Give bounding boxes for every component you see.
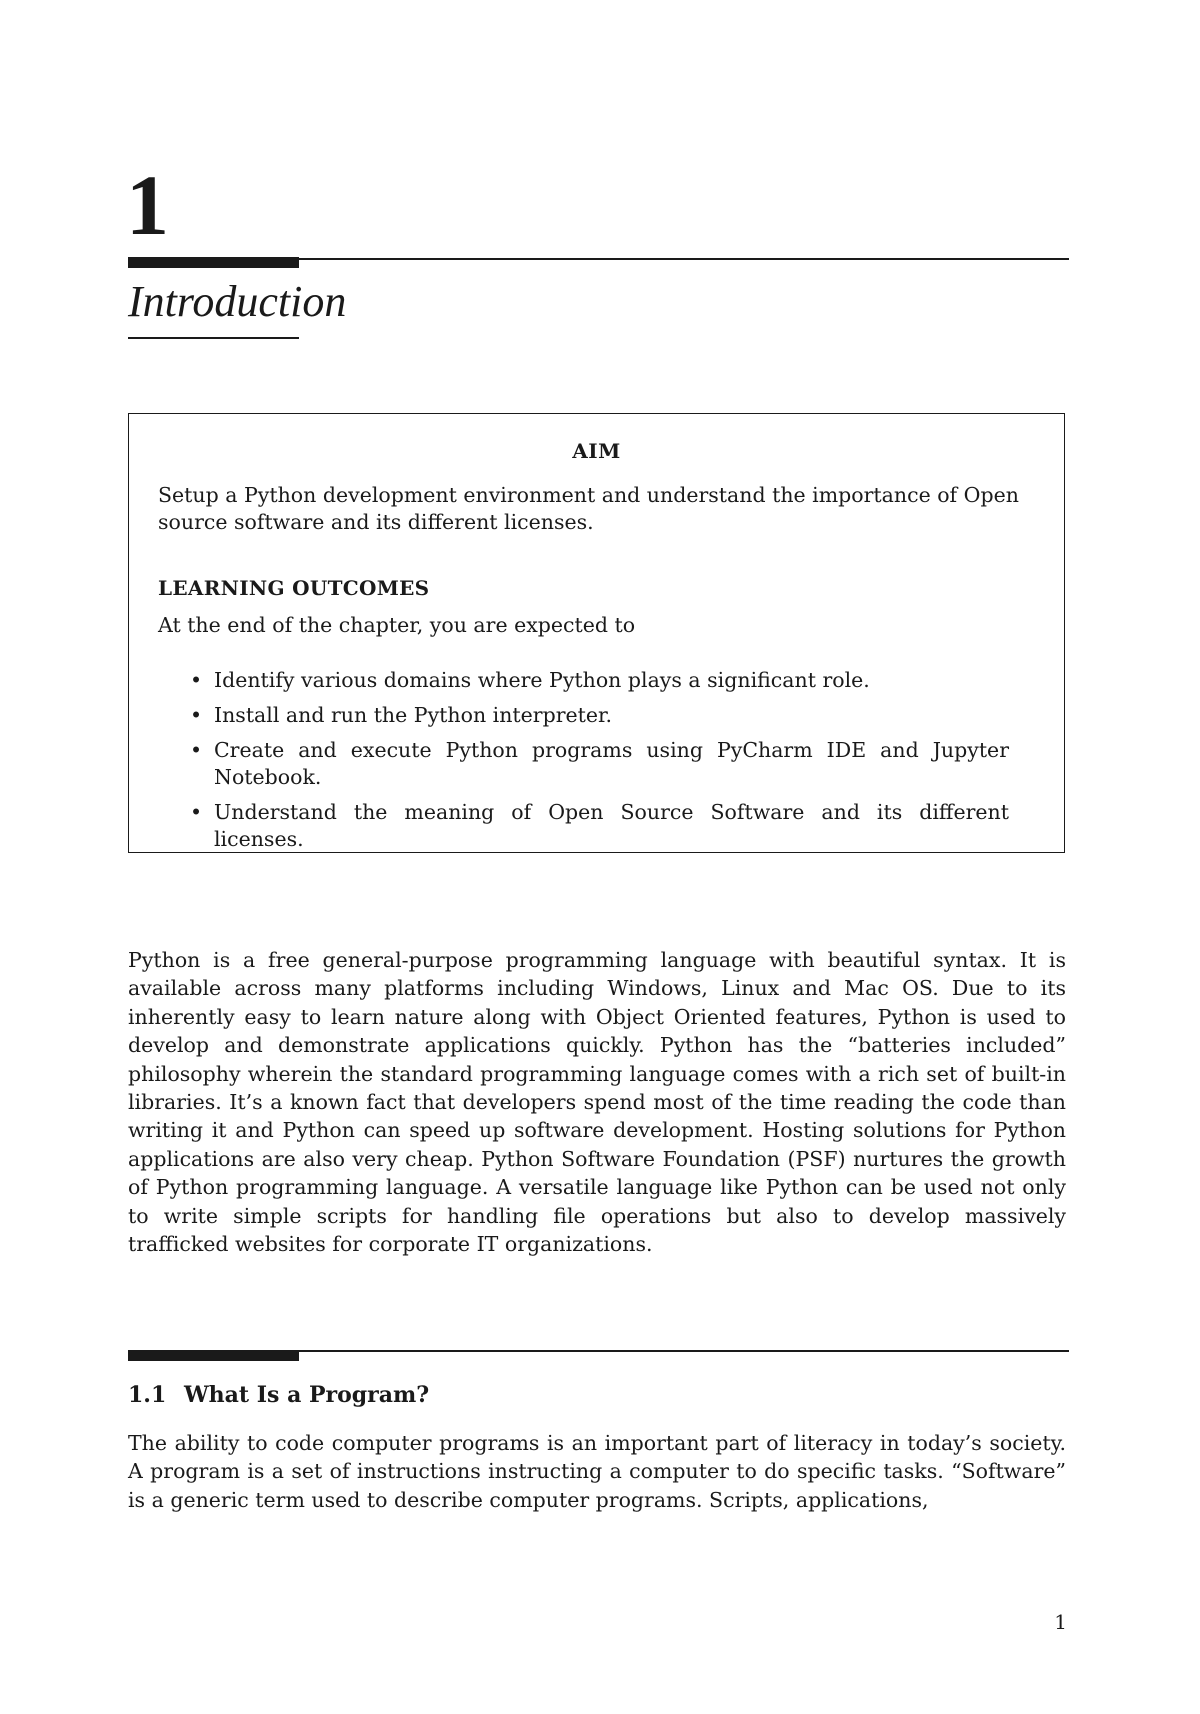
page-number: 1	[1054, 1610, 1067, 1634]
section-heading	[128, 1382, 429, 1408]
outcome-text: Install and run the Python interpreter.	[214, 703, 613, 727]
list-item	[190, 737, 1009, 791]
bullet-icon: •	[190, 738, 203, 762]
learning-outcomes-intro: At the end of the chapter, you are expected to	[158, 613, 636, 637]
section-rule-thin	[299, 1350, 1069, 1352]
learning-outcomes-list	[190, 667, 1009, 861]
list-item	[190, 702, 1009, 729]
bullet-icon: •	[190, 703, 203, 727]
chapter-number: 1	[126, 157, 169, 253]
list-item	[190, 799, 1009, 853]
aim-text: Setup a Python development environment and understand the importance of Open source software and its different licenses.	[158, 483, 1019, 534]
list-item	[190, 667, 1009, 694]
body-paragraph: Python is a free general-purpose programming language with beautiful syntax. It is available across many platforms including Windows, Linux and Mac OS. Due to its inherently easy to learn nature along with Object Oriented features, Python is used to develop and demonstrate applications quickly. Python has the “batteries included” philosophy wherein the standard programming language comes with a rich set of built-in libraries. It’s a known fact that developers spend most of the time reading the code than writing it and Python can speed up software development. Hosting solutions for Python applications are also very cheap. Python Software Foundation (PSF) nurtures the growth of Python programming language. A versatile language like Python can be used not only to write simple scripts for handling file operations but also to develop massively trafficked websites for corporate IT organizations.	[128, 948, 1066, 1257]
chapter-rule-thin	[299, 258, 1069, 260]
outcome-text: Understand the meaning of Open Source Software and its different licenses.	[214, 800, 1009, 851]
chapter-title: Introduction	[128, 277, 347, 326]
learning-outcomes-heading: LEARNING OUTCOMES	[158, 576, 430, 600]
aim-box	[128, 413, 1065, 853]
section-rule-thick	[128, 1350, 299, 1361]
section-paragraph: The ability to code computer programs is an important part of literacy in today’s society. A program is a set of instructions instructing a computer to do specific tasks. “Software” is a generic term used to describe computer programs. Scripts, applications,	[128, 1431, 1066, 1512]
chapter-rule-thick	[128, 257, 299, 268]
bullet-icon: •	[190, 800, 203, 824]
outcome-text: Create and execute Python programs using PyCharm IDE and Jupyter Notebook.	[214, 738, 1009, 789]
section-number: 1.1	[128, 1382, 167, 1408]
section-title: What Is a Program?	[183, 1382, 430, 1408]
aim-heading: AIM	[572, 439, 621, 463]
bullet-icon: •	[190, 668, 203, 692]
outcome-text: Identify various domains where Python plays a significant role.	[214, 668, 870, 692]
chapter-title-underline	[128, 337, 299, 339]
